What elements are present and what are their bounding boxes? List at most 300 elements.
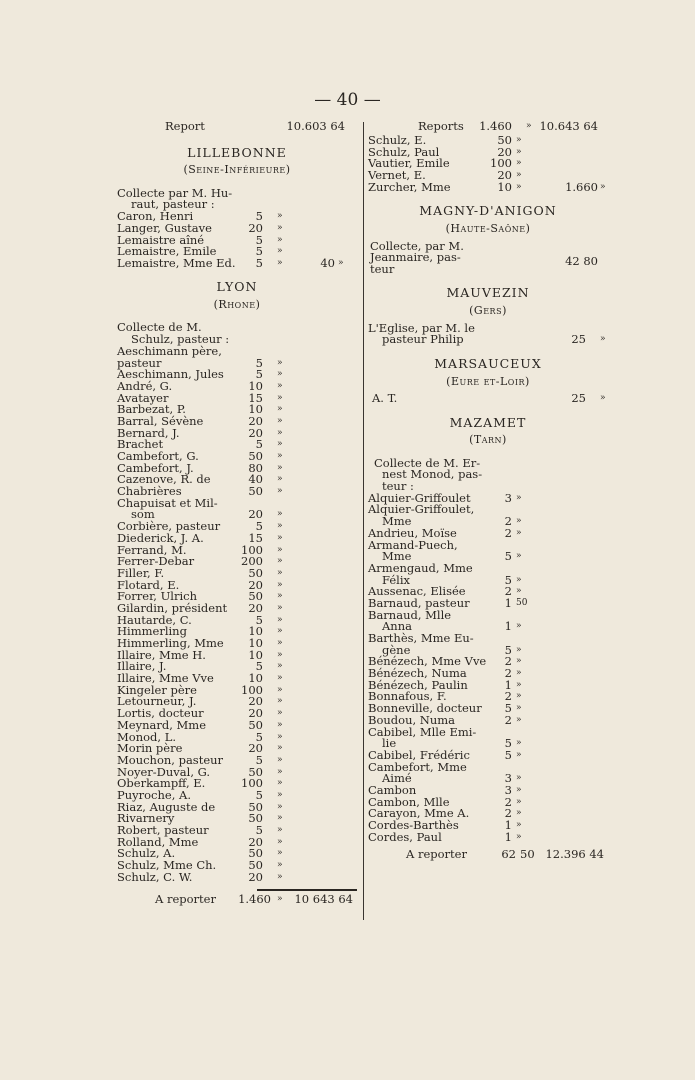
entry-amount: 20	[248, 220, 263, 235]
entry-row	[368, 829, 608, 844]
entry-name: Cordes, Paul	[368, 829, 442, 844]
entry-name: pasteur Philip	[382, 332, 464, 347]
entry-amount: 1	[504, 619, 512, 634]
entry-amount: 50	[248, 846, 263, 861]
entry-name: Alquier-Griffoulet	[368, 490, 471, 505]
entry-name: Bénézech, Paulin	[368, 677, 468, 692]
entry-list	[368, 490, 608, 844]
intro-line: Collecte de M. Er-	[374, 455, 481, 470]
entry-name: Himmerling, Mme	[117, 636, 224, 651]
entry-amount: 100	[241, 542, 263, 557]
entry-amount: 5	[255, 367, 263, 382]
entry-amount: 50	[248, 565, 263, 580]
entry-name: Bénézech, Mme Vve	[368, 654, 487, 669]
entry-name: Langer, Gustave	[117, 220, 212, 235]
entry-amount-cents: »	[277, 766, 283, 777]
entry-amount-cents: »	[516, 714, 522, 725]
entry-amount: 10	[248, 402, 263, 417]
entry-name: Cambon, Mlle	[368, 794, 450, 809]
carry-amount: 62	[501, 847, 516, 862]
entry-amount: 5	[504, 642, 512, 657]
entry-amount-cents: »	[516, 691, 522, 702]
entry-amount: 50	[248, 717, 263, 732]
total-rule	[257, 889, 357, 891]
left-column	[117, 121, 357, 908]
entry-amount-cents: »	[516, 527, 522, 538]
right-column	[368, 121, 608, 863]
entry-amount: 5	[255, 209, 263, 224]
entry-amount-cents: »	[277, 614, 283, 625]
entry-amount: 2	[504, 584, 512, 599]
entry-amount: 100	[490, 156, 512, 171]
report-label: Report	[165, 119, 205, 133]
entry-amount-cents: »	[277, 567, 283, 578]
entry-amount: 5	[504, 747, 512, 762]
entry-amount-cents: »	[277, 392, 283, 403]
entry-amount-cents: »	[277, 638, 283, 649]
entry-amount: 50	[248, 858, 263, 873]
entry-name: Zurcher, Mme	[368, 179, 451, 194]
region-heading: (Tarn)	[469, 433, 507, 447]
entry-amount: 5	[255, 519, 263, 534]
entry-amount: 5	[255, 232, 263, 247]
entry-name: Schulz, E.	[368, 133, 427, 147]
region-heading: (Seine-Inférieure)	[183, 163, 291, 177]
entry-name: Barthès, Mme Eu-	[368, 631, 474, 646]
entry-row	[368, 179, 608, 194]
entry-amount-cents: »	[277, 556, 283, 567]
entry-amount-cents: »	[277, 246, 283, 257]
entry-amount-cents: »	[277, 801, 283, 812]
entry-amount-cents: »	[277, 521, 283, 532]
entry-amount: 200	[241, 554, 263, 569]
entry-amount-cents: »	[277, 380, 283, 391]
entry-name: Lemaistre aîné	[117, 232, 205, 247]
entry-name: Avatayer	[117, 390, 169, 405]
entry-amount-cents: »	[277, 848, 283, 859]
entry-amount: 5	[504, 736, 512, 751]
entry-amount: 5	[504, 572, 512, 587]
entry-amount: 20	[248, 694, 263, 709]
region-heading: (Rhone)	[213, 298, 261, 312]
entry-amount-cents: »	[277, 708, 283, 719]
entry-list	[368, 135, 608, 193]
page-number: — 40 —	[314, 90, 381, 110]
entry-amount-cents: »	[277, 696, 283, 707]
region-heading: (Eure et-Loir)	[446, 374, 530, 388]
entry-amount: 15	[248, 390, 263, 405]
entry-name: Himmerling	[117, 624, 187, 639]
entry-name: Diederick, J. A.	[117, 530, 204, 545]
entry-amount: 2	[504, 525, 512, 540]
entry-row	[368, 334, 608, 346]
entry-name: Bénézech, Numa	[368, 666, 467, 681]
carry-total: 12.396 44	[545, 847, 604, 862]
entry-name: Kingeler père	[117, 682, 197, 697]
entry-name: lie	[382, 736, 397, 751]
entry-total: 40	[320, 255, 335, 270]
entry-amount-cents: »	[277, 836, 283, 847]
entry-amount-cents: »	[516, 170, 522, 181]
entry-amount: 1	[504, 818, 512, 833]
entry-name: Schulz, Paul	[368, 144, 440, 159]
entry-name: Félix	[382, 572, 410, 587]
entry-name: Caron, Henri	[117, 209, 194, 224]
entry-name: Cabibel, Frédéric	[368, 747, 470, 762]
entry-name: Schulz, C. W.	[117, 869, 193, 884]
entry-name: Ferrer-Debar	[117, 554, 195, 569]
column-divider	[363, 122, 364, 920]
entry-amount: 2	[504, 689, 512, 704]
entry-total: 25	[571, 332, 586, 347]
entry-amount-cents: »	[277, 661, 283, 672]
entry-amount: 50	[497, 133, 512, 147]
entry-name: Vautier, Emile	[368, 156, 450, 171]
entry-total-cents: »	[338, 257, 344, 268]
entry-name: Chapuisat et Mil-	[117, 495, 218, 510]
entry-name: Aeschimann, Jules	[117, 367, 224, 382]
entry-amount: 2	[504, 654, 512, 669]
entry-amount-cents: »	[277, 357, 283, 368]
entry-amount-cents: »	[277, 486, 283, 497]
entry-amount-cents: »	[277, 544, 283, 555]
entry-amount: 50	[248, 764, 263, 779]
entry-name: Lemaistre, Emile	[117, 244, 217, 259]
entry-amount-cents: »	[516, 808, 522, 819]
intro-line: Collecte par M. Hu-	[117, 185, 233, 200]
entry-amount: 80	[248, 460, 263, 475]
entry-amount-cents: »	[516, 492, 522, 503]
entry-amount: 5	[255, 244, 263, 259]
entry-name: Barnaud, pasteur	[368, 595, 470, 610]
entry-amount: 20	[248, 507, 263, 522]
town-heading: MARSAUCEUX	[434, 355, 542, 371]
entry-amount: 20	[248, 577, 263, 592]
entry-name: Mme	[382, 514, 412, 529]
entry-name: Illaire, Mme H.	[117, 647, 206, 662]
carry-label: A reporter	[406, 847, 467, 862]
entry-amount: 50	[248, 484, 263, 499]
entry-name: Rolland, Mme	[117, 834, 199, 849]
entry-name: Cambefort, G.	[117, 449, 199, 464]
entry-name: Cambefort, J.	[117, 460, 194, 475]
intro-line: Aeschimann père,	[117, 343, 222, 358]
entry-amount: 10	[248, 671, 263, 686]
entry-name: Andrieu, Moïse	[368, 525, 457, 540]
entry-name: Barnaud, Mlle	[368, 607, 452, 622]
entry-total-cents: »	[600, 334, 606, 345]
entry-amount-cents: »	[516, 820, 522, 831]
entry-amount-cents: »	[277, 731, 283, 742]
entry-name: Cambefort, Mme	[368, 759, 467, 774]
entry-amount: 5	[504, 701, 512, 716]
entry-name: Mme	[382, 549, 412, 564]
entry-name: Alquier-Griffoulet,	[368, 502, 475, 517]
entry-name: Morin père	[117, 741, 183, 756]
entry-name: Armengaud, Mme	[368, 560, 473, 575]
entry-amount: 1	[504, 677, 512, 692]
entry-name: Armand-Puech,	[368, 537, 458, 552]
entry-amount: 100	[241, 776, 263, 791]
entry-total: 1.660	[565, 179, 598, 194]
entry-name: Hautarde, C.	[117, 612, 192, 627]
intro-line: nest Monod, pas-	[382, 467, 483, 482]
entry-name: Corbière, pasteur	[117, 519, 221, 534]
entry-amount: 40	[248, 472, 263, 487]
report-line	[117, 121, 357, 135]
entry-amount: 10	[248, 647, 263, 662]
entry-amount-cents: »	[277, 825, 283, 836]
entry-amount-cents: »	[516, 146, 522, 157]
carry-amount-cents: 50	[520, 847, 535, 862]
entry-amount-cents: »	[277, 509, 283, 520]
carry-label: A reporter	[155, 892, 216, 907]
report-amount: 1.460	[479, 119, 512, 133]
region-heading: (Haute-Saône)	[445, 221, 531, 235]
entry-name: Monod, L.	[117, 729, 176, 744]
entry-amount: 50	[248, 589, 263, 604]
entry-name: Chabrières	[117, 484, 182, 499]
entry-name: Riaz, Auguste de	[117, 799, 216, 814]
entry-amount-cents: »	[277, 719, 283, 730]
entry-amount: 50	[248, 449, 263, 464]
report-label: Reports	[418, 119, 464, 133]
entry-name: Cambon	[368, 782, 417, 797]
entry-name: Illaire, J.	[117, 659, 167, 674]
entry-amount: 5	[255, 787, 263, 802]
entry-amount: 3	[504, 490, 512, 505]
entry-name: Carayon, Mme A.	[368, 806, 470, 821]
entry-name: Bonnafous, F.	[368, 689, 447, 704]
entry-amount: 20	[497, 144, 512, 159]
entry-list	[117, 355, 357, 884]
entry-amount: 1	[504, 595, 512, 610]
entry-amount: 5	[255, 752, 263, 767]
entry-amount-cents: »	[516, 656, 522, 667]
entry-name: Forrer, Ulrich	[117, 589, 198, 604]
entry-name: teur	[370, 261, 395, 276]
entry-name: Letourneur, J.	[117, 694, 197, 709]
entry-amount: 5	[255, 255, 263, 270]
entry-amount: 2	[504, 712, 512, 727]
entry-amount-cents: »	[277, 602, 283, 613]
intro-line: L'Eglise, par M. le	[368, 320, 475, 335]
entry-amount-cents: »	[277, 778, 283, 789]
entry-amount: 5	[255, 437, 263, 452]
entry-amount: 10	[497, 179, 512, 194]
entry-name: Aussenac, Elisée	[368, 584, 466, 599]
entry-name: A. T.	[372, 391, 398, 406]
entry-name: Robert, pasteur	[117, 823, 209, 838]
entry-amount-cents: »	[277, 649, 283, 660]
entry-amount-cents: »	[277, 369, 283, 380]
entry-name: Bernard, J.	[117, 425, 180, 440]
entry-name: Schulz, A.	[117, 846, 176, 861]
region-heading: (Gers)	[469, 304, 507, 318]
entry-amount: 1	[504, 829, 512, 844]
entry-total-cents: »	[600, 181, 606, 192]
carry-line	[117, 894, 357, 908]
entry-amount: 5	[255, 355, 263, 370]
entry-name: Cazenove, R. de	[117, 472, 211, 487]
entry-name: Aimé	[382, 771, 412, 786]
entry-name: gène	[382, 642, 411, 657]
town-heading: LYON	[216, 279, 258, 295]
entry-amount-cents: »	[277, 743, 283, 754]
entry-amount-cents: »	[277, 579, 283, 590]
intro-line: Schulz, pasteur :	[131, 332, 230, 347]
entry-amount-cents: »	[277, 462, 283, 473]
entry-amount-cents: »	[516, 135, 522, 145]
entry-name: Cordes-Barthès	[368, 818, 459, 833]
entry-amount-cents: »	[277, 591, 283, 602]
entry-amount-cents: »	[516, 703, 522, 714]
entry-name: Bonneville, docteur	[368, 701, 482, 716]
entry-name: Cabibel, Mlle Emi-	[368, 724, 477, 739]
entry-amount: 20	[248, 425, 263, 440]
entry-amount: 2	[504, 666, 512, 681]
entry-amount: 3	[504, 782, 512, 797]
entry-amount-cents: »	[277, 234, 283, 245]
entry-amount-cents: »	[516, 679, 522, 690]
entry-amount: 15	[248, 530, 263, 545]
entry-amount-cents: »	[516, 831, 522, 842]
entry-amount: 20	[248, 741, 263, 756]
carry-line	[368, 849, 608, 863]
entry-amount-cents: »	[516, 621, 522, 632]
entry-amount: 20	[248, 834, 263, 849]
entry-name: Rivarnery	[117, 811, 175, 826]
entry-amount-cents: »	[516, 668, 522, 679]
entry-amount-cents: »	[277, 532, 283, 543]
carry-total: 10 643 64	[294, 892, 353, 907]
entry-name: Boudou, Numa	[368, 712, 456, 727]
entry-amount: 10	[248, 378, 263, 393]
entry-amount: 20	[497, 168, 512, 183]
entry-amount-cents: »	[277, 813, 283, 824]
entry-amount: 5	[255, 823, 263, 838]
entry-amount-cents: »	[516, 574, 522, 585]
entry-amount: 5	[504, 549, 512, 564]
entry-amount-cents: »	[277, 684, 283, 695]
entry-amount-cents: »	[516, 773, 522, 784]
entry-row	[368, 724, 608, 739]
entry-name: Meynard, Mme	[117, 717, 206, 732]
entry-amount: 20	[248, 706, 263, 721]
entry-amount: 20	[248, 869, 263, 884]
entry-row	[117, 255, 357, 270]
entry-name: Barbezat, P.	[117, 402, 186, 417]
entry-amount-cents: »	[277, 211, 283, 222]
entry-amount: 5	[255, 659, 263, 674]
entry-amount-cents: »	[277, 404, 283, 415]
entry-name: Oberkampff, E.	[117, 776, 206, 791]
entry-name: Vernet, E.	[368, 168, 426, 183]
entry-name: som	[131, 507, 155, 522]
entry-row	[368, 393, 608, 405]
entry-amount-cents: »	[277, 474, 283, 485]
entry-name: Noyer-Duval, G.	[117, 764, 211, 779]
report-total: 10.643 64	[539, 119, 598, 133]
entry-amount: 5	[255, 612, 263, 627]
entry-amount: 2	[504, 514, 512, 529]
entry-total: 25	[571, 391, 586, 406]
intro-line: Jeanmaire, pas-	[370, 250, 461, 265]
entry-amount-cents: »	[277, 626, 283, 637]
entry-name: André, G.	[117, 378, 173, 393]
entry-name: Anna	[382, 619, 412, 634]
entry-amount-cents: »	[277, 789, 283, 800]
entry-amount-cents: »	[277, 754, 283, 765]
entry-amount-cents: »	[516, 181, 522, 192]
entry-amount: 3	[504, 771, 512, 786]
entry-amount-cents: »	[516, 796, 522, 807]
intro-line: Collecte de M.	[117, 320, 202, 335]
town-heading: LILLEBONNE	[187, 144, 287, 160]
intro-line: raut, pasteur :	[131, 197, 215, 212]
entry-name: pasteur	[117, 355, 162, 370]
entry-name: Puyroche, A.	[117, 787, 191, 802]
entry-total: 42 80	[565, 253, 598, 268]
town-heading: MAZAMET	[449, 414, 527, 430]
town-heading: MAGNY-D'ANIGON	[419, 203, 557, 219]
intro-line: Collecte, par M.	[370, 238, 464, 253]
carry-amount-cents: »	[277, 894, 283, 905]
entry-amount-cents: »	[277, 860, 283, 871]
entry-name: Schulz, Mme Ch.	[117, 858, 217, 873]
town-heading: MAUVEZIN	[446, 285, 530, 301]
entry-row	[117, 869, 357, 884]
entry-list	[117, 211, 357, 269]
entry-amount: 100	[241, 682, 263, 697]
entry-amount: 50	[248, 799, 263, 814]
intro-line: teur :	[382, 479, 414, 494]
entry-name: Brachet	[117, 437, 164, 452]
entry-amount: 5	[255, 729, 263, 744]
entry-amount-cents: »	[516, 158, 522, 169]
entry-amount: 2	[504, 794, 512, 809]
entry-name: Lortis, docteur	[117, 706, 204, 721]
entry-amount: 10	[248, 636, 263, 651]
entry-amount-cents: »	[277, 427, 283, 438]
entry-amount-cents: »	[516, 586, 522, 597]
report-total: 10.603 64	[286, 119, 345, 133]
entry-name: Lemaistre, Mme Ed.	[117, 255, 236, 270]
entry-name: Barral, Sévène	[117, 413, 204, 428]
entry-amount-cents: 50	[516, 597, 528, 608]
entry-amount-cents: »	[277, 871, 283, 882]
entry-amount-cents: »	[277, 451, 283, 462]
entry-amount-cents: »	[516, 738, 522, 749]
entry-amount-cents: »	[516, 516, 522, 527]
entry-amount-cents: »	[516, 551, 522, 562]
entry-amount: 20	[248, 600, 263, 615]
entry-amount-cents: »	[277, 415, 283, 426]
entry-amount-cents: »	[516, 644, 522, 655]
entry-amount-cents: »	[277, 439, 283, 450]
entry-amount: 2	[504, 806, 512, 821]
entry-amount-cents: »	[277, 257, 283, 268]
entry-name: Gilardin, président	[117, 600, 228, 615]
entry-name: Ferrand, M.	[117, 542, 187, 557]
entry-name: Filler, F.	[117, 565, 165, 580]
entry-amount-cents: »	[516, 784, 522, 795]
carry-amount: 1.460	[238, 892, 271, 907]
entry-total-cents: »	[600, 393, 606, 404]
entry-amount-cents: »	[277, 673, 283, 684]
entry-name: Illaire, Mme Vve	[117, 671, 214, 686]
entry-amount: 50	[248, 811, 263, 826]
